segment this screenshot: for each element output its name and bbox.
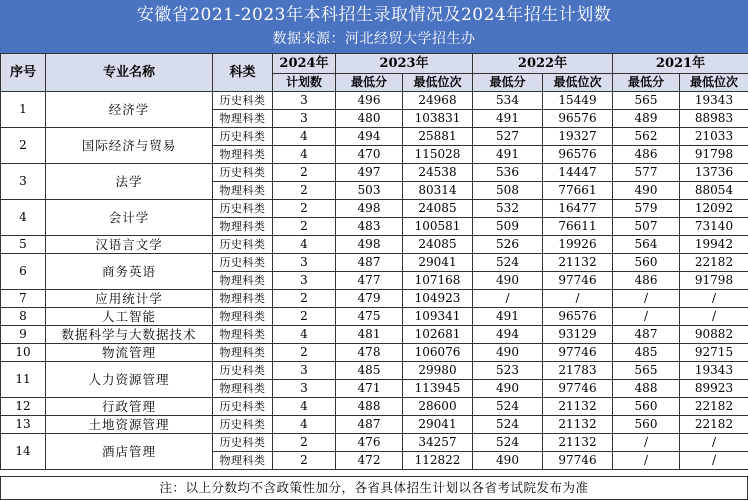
plan-count: 4 xyxy=(273,128,336,146)
plan-count: 3 xyxy=(273,380,336,398)
col-header-min-rank-2023: 最低位次 xyxy=(403,74,473,92)
subject-category: 历史科类 xyxy=(213,164,273,182)
col-header-min-score-2022: 最低分 xyxy=(473,74,543,92)
min-score-2023: 485 xyxy=(336,362,403,380)
min-rank-2021: 90882 xyxy=(680,326,748,344)
min-rank-2022: 19926 xyxy=(543,236,613,254)
min-score-2021: 489 xyxy=(613,110,680,128)
min-rank-2023: 112822 xyxy=(403,452,473,470)
major-name: 数据科学与大数据技术 xyxy=(46,326,213,344)
plan-count: 2 xyxy=(273,434,336,452)
min-rank-2023: 109341 xyxy=(403,308,473,326)
min-score-2022: 491 xyxy=(473,146,543,164)
min-score-2021: 486 xyxy=(613,146,680,164)
table-row xyxy=(1,236,748,254)
plan-count: 2 xyxy=(273,290,336,308)
min-score-2023: 496 xyxy=(336,92,403,110)
min-rank-2021: 91798 xyxy=(680,146,748,164)
min-score-2023: 503 xyxy=(336,182,403,200)
major-name: 国际经济与贸易 xyxy=(46,128,213,164)
min-score-2021: 565 xyxy=(613,362,680,380)
table-body xyxy=(1,92,748,470)
data-source: 数据来源：河北经贸大学招生办 xyxy=(272,31,476,47)
min-score-2022: 490 xyxy=(473,272,543,290)
min-rank-2023: 80314 xyxy=(403,182,473,200)
min-score-2022: 523 xyxy=(473,362,543,380)
min-rank-2023: 100581 xyxy=(403,218,473,236)
min-score-2023: 498 xyxy=(336,236,403,254)
min-score-2021: 560 xyxy=(613,416,680,434)
table-row xyxy=(1,326,748,344)
min-score-2022: 536 xyxy=(473,164,543,182)
subject-category: 物理科类 xyxy=(213,290,273,308)
min-score-2021: / xyxy=(613,290,680,308)
row-index: 4 xyxy=(1,200,46,236)
min-rank-2021: / xyxy=(680,434,748,452)
plan-count: 3 xyxy=(273,272,336,290)
subject-category: 物理科类 xyxy=(213,326,273,344)
plan-count: 4 xyxy=(273,146,336,164)
subject-category: 历史科类 xyxy=(213,254,273,272)
min-score-2023: 480 xyxy=(336,110,403,128)
min-score-2023: 472 xyxy=(336,452,403,470)
min-rank-2023: 104923 xyxy=(403,290,473,308)
min-rank-2022: 77661 xyxy=(543,182,613,200)
min-score-2023: 478 xyxy=(336,344,403,362)
min-rank-2022: 76611 xyxy=(543,218,613,236)
min-score-2021: 579 xyxy=(613,200,680,218)
row-index: 12 xyxy=(1,398,46,416)
min-score-2023: 487 xyxy=(336,254,403,272)
major-name: 汉语言文学 xyxy=(46,236,213,254)
min-score-2022: 491 xyxy=(473,110,543,128)
table-row xyxy=(1,398,748,416)
row-index: 14 xyxy=(1,434,46,470)
min-score-2022: 508 xyxy=(473,182,543,200)
col-header-2022: 2022年 xyxy=(473,54,613,74)
min-rank-2022: 96576 xyxy=(543,110,613,128)
min-rank-2022: 14447 xyxy=(543,164,613,182)
min-rank-2021: 88054 xyxy=(680,182,748,200)
min-rank-2021: 22182 xyxy=(680,254,748,272)
min-score-2021: 488 xyxy=(613,380,680,398)
min-rank-2023: 24968 xyxy=(403,92,473,110)
min-score-2023: 488 xyxy=(336,398,403,416)
major-name: 人力资源管理 xyxy=(46,362,213,398)
min-rank-2022: 21132 xyxy=(543,434,613,452)
subject-category: 物理科类 xyxy=(213,344,273,362)
min-score-2022: 526 xyxy=(473,236,543,254)
row-index: 2 xyxy=(1,128,46,164)
col-header-min-rank-2021: 最低位次 xyxy=(680,74,748,92)
min-score-2022: 527 xyxy=(473,128,543,146)
col-header-min-score-2023: 最低分 xyxy=(336,74,403,92)
row-index: 9 xyxy=(1,326,46,344)
min-rank-2023: 29041 xyxy=(403,254,473,272)
min-rank-2023: 25881 xyxy=(403,128,473,146)
min-score-2022: 524 xyxy=(473,434,543,452)
col-header-plan-count: 计划数 xyxy=(273,74,336,92)
major-name: 应用统计学 xyxy=(46,290,213,308)
table-row xyxy=(1,92,748,110)
table-row xyxy=(1,290,748,308)
min-score-2021: 486 xyxy=(613,272,680,290)
min-rank-2021: 13736 xyxy=(680,164,748,182)
plan-count: 4 xyxy=(273,398,336,416)
min-rank-2022: 97746 xyxy=(543,272,613,290)
min-score-2023: 476 xyxy=(336,434,403,452)
min-rank-2023: 29980 xyxy=(403,362,473,380)
min-rank-2022: / xyxy=(543,290,613,308)
col-header-plan-year: 2024年 xyxy=(273,54,336,74)
plan-count: 2 xyxy=(273,308,336,326)
plan-count: 2 xyxy=(273,200,336,218)
min-score-2023: 470 xyxy=(336,146,403,164)
min-rank-2021: 22182 xyxy=(680,398,748,416)
col-header-min-rank-2022: 最低位次 xyxy=(543,74,613,92)
row-index: 10 xyxy=(1,344,46,362)
subject-category: 物理科类 xyxy=(213,308,273,326)
row-index: 3 xyxy=(1,164,46,200)
min-score-2022: 524 xyxy=(473,398,543,416)
col-header-min-score-2021: 最低分 xyxy=(613,74,680,92)
subject-category: 物理科类 xyxy=(213,452,273,470)
min-score-2023: 483 xyxy=(336,218,403,236)
min-rank-2023: 115028 xyxy=(403,146,473,164)
table-row xyxy=(1,434,748,452)
min-rank-2023: 24085 xyxy=(403,200,473,218)
min-rank-2021: 91798 xyxy=(680,272,748,290)
min-score-2022: 524 xyxy=(473,416,543,434)
min-score-2023: 471 xyxy=(336,380,403,398)
min-score-2021: 564 xyxy=(613,236,680,254)
subject-category: 历史科类 xyxy=(213,362,273,380)
min-score-2022: 509 xyxy=(473,218,543,236)
table-row xyxy=(1,362,748,380)
footnote: 注：以上分数均不含政策性加分，各省具体招生计划以各省考试院发布为准 xyxy=(0,476,748,500)
major-name: 酒店管理 xyxy=(46,434,213,470)
min-rank-2021: 19343 xyxy=(680,362,748,380)
min-rank-2023: 24538 xyxy=(403,164,473,182)
min-rank-2022: 93129 xyxy=(543,326,613,344)
min-rank-2023: 34257 xyxy=(403,434,473,452)
min-rank-2022: 21132 xyxy=(543,254,613,272)
min-score-2023: 498 xyxy=(336,200,403,218)
plan-count: 2 xyxy=(273,452,336,470)
min-rank-2022: 19327 xyxy=(543,128,613,146)
min-rank-2021: 19343 xyxy=(680,92,748,110)
plan-count: 2 xyxy=(273,218,336,236)
min-rank-2022: 21132 xyxy=(543,416,613,434)
min-score-2022: 491 xyxy=(473,308,543,326)
min-rank-2022: 21783 xyxy=(543,362,613,380)
major-name: 法学 xyxy=(46,164,213,200)
min-rank-2022: 97746 xyxy=(543,380,613,398)
row-index: 1 xyxy=(1,92,46,128)
min-rank-2023: 29041 xyxy=(403,416,473,434)
subject-category: 物理科类 xyxy=(213,110,273,128)
plan-count: 4 xyxy=(273,236,336,254)
plan-count: 2 xyxy=(273,344,336,362)
min-rank-2021: / xyxy=(680,452,748,470)
min-rank-2022: 96576 xyxy=(543,146,613,164)
min-rank-2022: 96576 xyxy=(543,308,613,326)
plan-count: 3 xyxy=(273,92,336,110)
min-score-2021: / xyxy=(613,308,680,326)
min-rank-2023: 106076 xyxy=(403,344,473,362)
major-name: 物流管理 xyxy=(46,344,213,362)
subject-category: 历史科类 xyxy=(213,128,273,146)
min-score-2023: 481 xyxy=(336,326,403,344)
min-rank-2023: 102681 xyxy=(403,326,473,344)
min-score-2023: 475 xyxy=(336,308,403,326)
min-rank-2021: 19942 xyxy=(680,236,748,254)
min-rank-2022: 15449 xyxy=(543,92,613,110)
major-name: 行政管理 xyxy=(46,398,213,416)
subject-category: 历史科类 xyxy=(213,92,273,110)
table-row xyxy=(1,200,748,218)
major-name: 商务英语 xyxy=(46,254,213,290)
major-name: 会计学 xyxy=(46,200,213,236)
min-score-2021: 560 xyxy=(613,254,680,272)
min-score-2021: 490 xyxy=(613,182,680,200)
subject-category: 物理科类 xyxy=(213,380,273,398)
col-header-subject: 科类 xyxy=(213,54,273,92)
col-header-index: 序号 xyxy=(1,54,46,92)
major-name: 土地资源管理 xyxy=(46,416,213,434)
col-header-2021: 2021年 xyxy=(613,54,748,74)
min-score-2023: 487 xyxy=(336,416,403,434)
min-score-2021: 577 xyxy=(613,164,680,182)
subject-category: 物理科类 xyxy=(213,272,273,290)
min-score-2021: 562 xyxy=(613,128,680,146)
subject-category: 历史科类 xyxy=(213,398,273,416)
min-rank-2023: 24085 xyxy=(403,236,473,254)
min-rank-2021: / xyxy=(680,308,748,326)
min-score-2021: 485 xyxy=(613,344,680,362)
subject-category: 历史科类 xyxy=(213,416,273,434)
min-score-2022: 532 xyxy=(473,200,543,218)
min-rank-2022: 97746 xyxy=(543,452,613,470)
major-name: 经济学 xyxy=(46,92,213,128)
table-row xyxy=(1,344,748,362)
row-index: 7 xyxy=(1,290,46,308)
page-title: 安徽省2021-2023年本科招生录取情况及2024年招生计划数 xyxy=(136,5,612,25)
subject-category: 物理科类 xyxy=(213,218,273,236)
min-rank-2023: 107168 xyxy=(403,272,473,290)
min-score-2022: 534 xyxy=(473,92,543,110)
table-row xyxy=(1,164,748,182)
subject-category: 历史科类 xyxy=(213,434,273,452)
min-rank-2023: 28600 xyxy=(403,398,473,416)
col-header-2023: 2023年 xyxy=(336,54,473,74)
min-rank-2022: 21132 xyxy=(543,398,613,416)
min-rank-2021: 89923 xyxy=(680,380,748,398)
row-index: 5 xyxy=(1,236,46,254)
min-score-2023: 477 xyxy=(336,272,403,290)
min-score-2021: 487 xyxy=(613,326,680,344)
subject-category: 历史科类 xyxy=(213,236,273,254)
subject-category: 物理科类 xyxy=(213,146,273,164)
plan-count: 3 xyxy=(273,254,336,272)
min-rank-2021: / xyxy=(680,290,748,308)
min-score-2022: 490 xyxy=(473,380,543,398)
min-score-2021: 565 xyxy=(613,92,680,110)
plan-count: 3 xyxy=(273,362,336,380)
subject-category: 物理科类 xyxy=(213,182,273,200)
min-score-2022: 490 xyxy=(473,344,543,362)
row-index: 11 xyxy=(1,362,46,398)
min-score-2022: / xyxy=(473,290,543,308)
table-header xyxy=(1,54,748,92)
plan-count: 4 xyxy=(273,416,336,434)
min-score-2021: 560 xyxy=(613,398,680,416)
table-row xyxy=(1,128,748,146)
min-score-2022: 490 xyxy=(473,452,543,470)
min-score-2022: 524 xyxy=(473,254,543,272)
min-rank-2021: 92715 xyxy=(680,344,748,362)
min-rank-2021: 73140 xyxy=(680,218,748,236)
min-rank-2023: 103831 xyxy=(403,110,473,128)
table-row xyxy=(1,308,748,326)
min-rank-2022: 97746 xyxy=(543,344,613,362)
min-score-2022: 494 xyxy=(473,326,543,344)
min-score-2021: / xyxy=(613,434,680,452)
admission-table xyxy=(0,53,748,470)
plan-count: 2 xyxy=(273,164,336,182)
subject-category: 历史科类 xyxy=(213,200,273,218)
min-rank-2021: 88983 xyxy=(680,110,748,128)
row-index: 6 xyxy=(1,254,46,290)
plan-count: 4 xyxy=(273,326,336,344)
row-index: 8 xyxy=(1,308,46,326)
min-rank-2021: 22182 xyxy=(680,416,748,434)
min-score-2023: 494 xyxy=(336,128,403,146)
min-rank-2021: 21033 xyxy=(680,128,748,146)
min-rank-2021: 12092 xyxy=(680,200,748,218)
row-index: 13 xyxy=(1,416,46,434)
major-name: 人工智能 xyxy=(46,308,213,326)
min-rank-2023: 113945 xyxy=(403,380,473,398)
title-banner xyxy=(0,0,748,53)
min-rank-2022: 16477 xyxy=(543,200,613,218)
min-score-2021: 507 xyxy=(613,218,680,236)
min-score-2023: 479 xyxy=(336,290,403,308)
plan-count: 3 xyxy=(273,110,336,128)
table-row xyxy=(1,416,748,434)
table-row xyxy=(1,254,748,272)
plan-count: 2 xyxy=(273,182,336,200)
col-header-major: 专业名称 xyxy=(46,54,213,92)
min-score-2023: 497 xyxy=(336,164,403,182)
min-score-2021: / xyxy=(613,452,680,470)
